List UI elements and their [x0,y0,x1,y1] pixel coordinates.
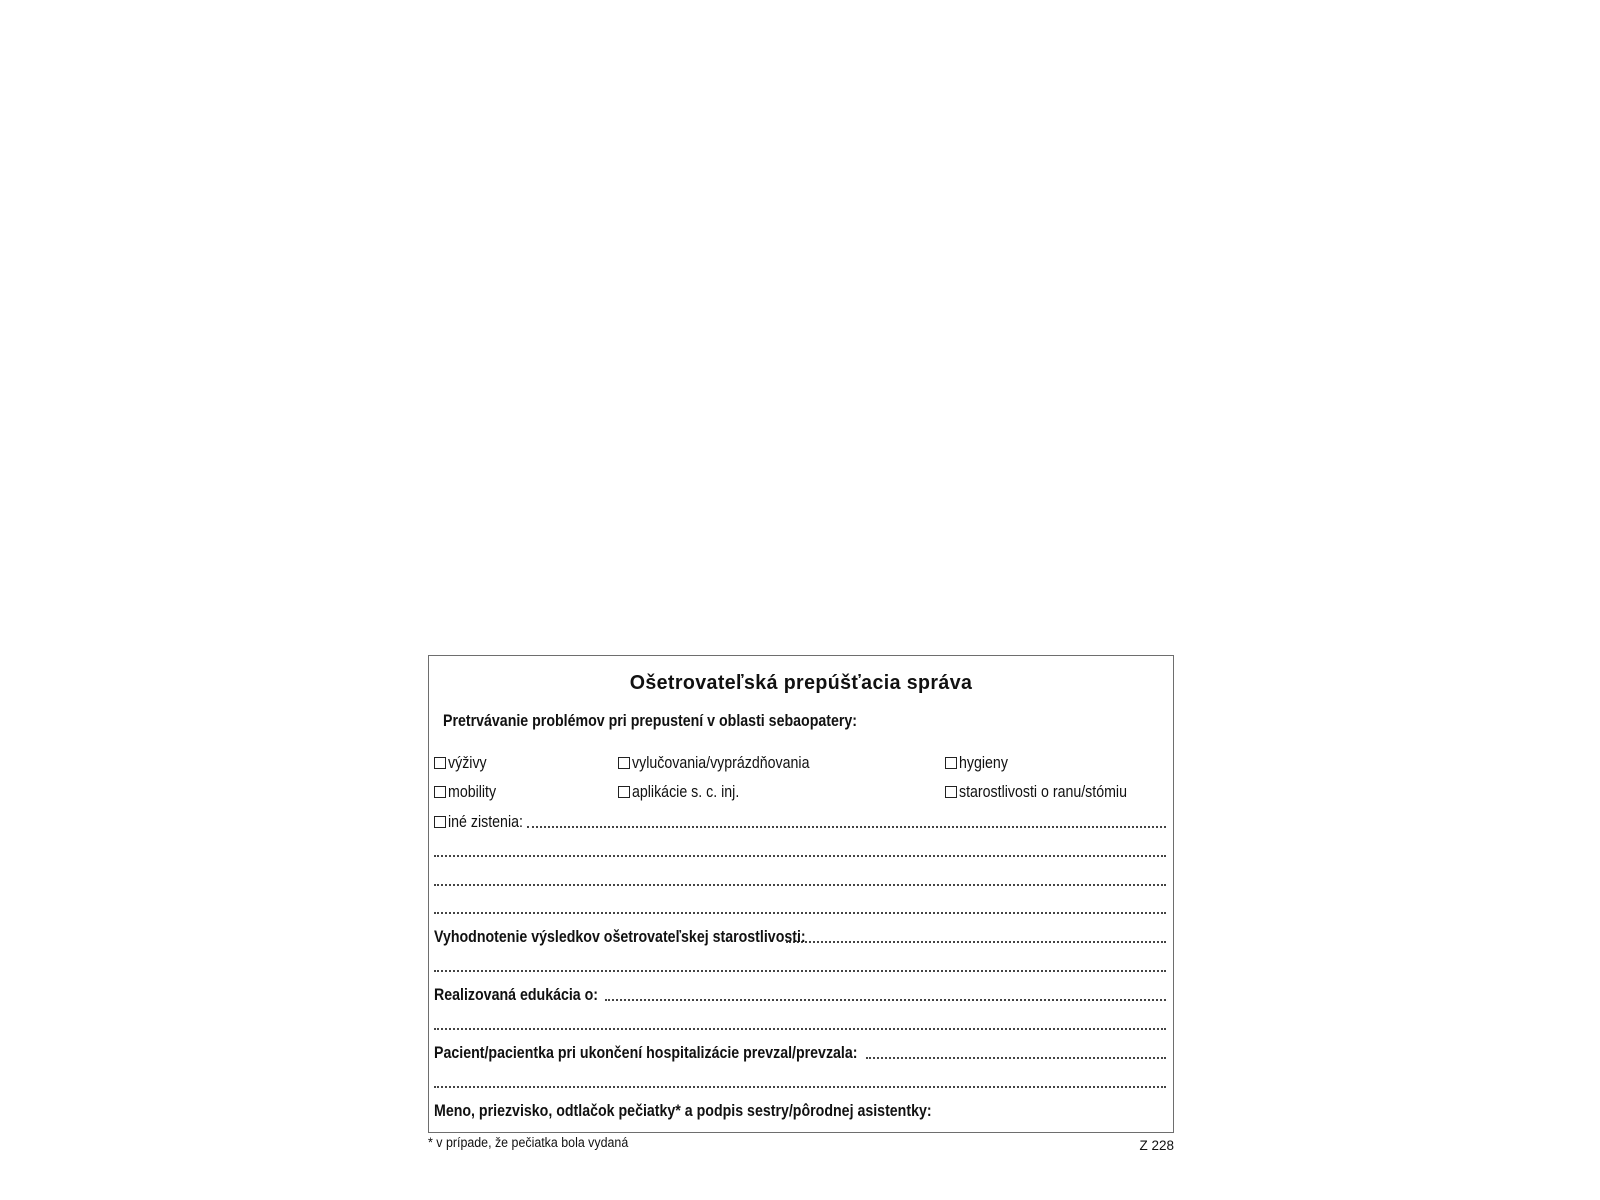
fill-in-dotted-line[interactable] [605,999,1166,1001]
education-line[interactable] [434,983,1166,1005]
checkbox-square[interactable] [945,757,957,769]
evaluation-label: Vyhodnotenie výsledkov ošetrovateľskej starostlivosti: [434,928,806,946]
checkbox-square[interactable] [434,786,446,798]
fill-in-dotted-line[interactable] [434,970,1166,972]
handover-line[interactable] [434,1070,1166,1092]
checkbox-other-findings[interactable] [434,816,446,828]
fill-in-dotted-line[interactable] [434,1086,1166,1088]
education-line[interactable] [434,1012,1166,1034]
checkbox-mobility[interactable] [434,780,504,802]
checkbox-hygiene[interactable] [945,751,1016,773]
stamp-footnote: * v prípade, že pečiatka bola vydaná [428,1135,629,1150]
discharge-report-form [428,655,1174,1133]
checkbox-square[interactable] [618,786,630,798]
signature-label: Meno, priezvisko, odtlačok pečiatky* a podpis sestry/pôrodnej asistentky: [434,1102,932,1120]
signature-line[interactable] [434,1099,1166,1121]
handover-label: Pacient/pacientka pri ukončení hospitalizácie prevzal/prevzala: [434,1044,858,1062]
other-findings-line[interactable] [434,896,1166,918]
fill-in-dotted-line[interactable] [434,855,1166,857]
fill-in-dotted-line[interactable] [527,826,1166,828]
form-code: Z 228 [1139,1138,1174,1153]
other-findings-line[interactable] [434,868,1166,890]
fill-in-dotted-line[interactable] [434,912,1166,914]
evaluation-line[interactable] [434,925,1166,947]
checkbox-square[interactable] [618,757,630,769]
checkbox-label: výživy [448,754,487,772]
checkbox-sc-injection[interactable] [618,780,757,802]
education-label: Realizovaná edukácia o: [434,986,599,1004]
self-care-problems-heading [443,709,1166,731]
form-title: Ošetrovateľská prepúšťacia správa [629,672,973,694]
handover-line[interactable] [434,1041,1166,1063]
checkbox-label: starostlivosti o ranu/stómiu [959,783,1127,801]
checkbox-elimination[interactable] [618,751,838,773]
other-findings-label: iné zistenia: [448,813,523,831]
checkbox-label: vylučovania/vyprázdňovania [632,754,810,772]
checkbox-label: mobility [448,783,497,801]
fill-in-dotted-line[interactable] [434,1028,1166,1030]
fill-in-dotted-line[interactable] [434,884,1166,886]
other-findings-line[interactable] [434,839,1166,861]
checkbox-nutrition[interactable] [434,751,493,773]
checkbox-square[interactable] [434,757,446,769]
evaluation-line[interactable] [434,954,1166,976]
fill-in-dotted-line[interactable] [866,1057,1166,1059]
checkbox-label: hygieny [959,754,1008,772]
other-findings-line[interactable] [434,810,1166,832]
checkbox-label: aplikácie s. c. inj. [632,783,740,801]
self-care-problems-label: Pretrvávanie problémov pri prepustení v oblasti sebaopatery: [443,712,858,730]
checkbox-square[interactable] [945,786,957,798]
fill-in-dotted-line[interactable] [786,941,1166,943]
checkbox-wound-stoma-care[interactable] [945,780,1154,802]
